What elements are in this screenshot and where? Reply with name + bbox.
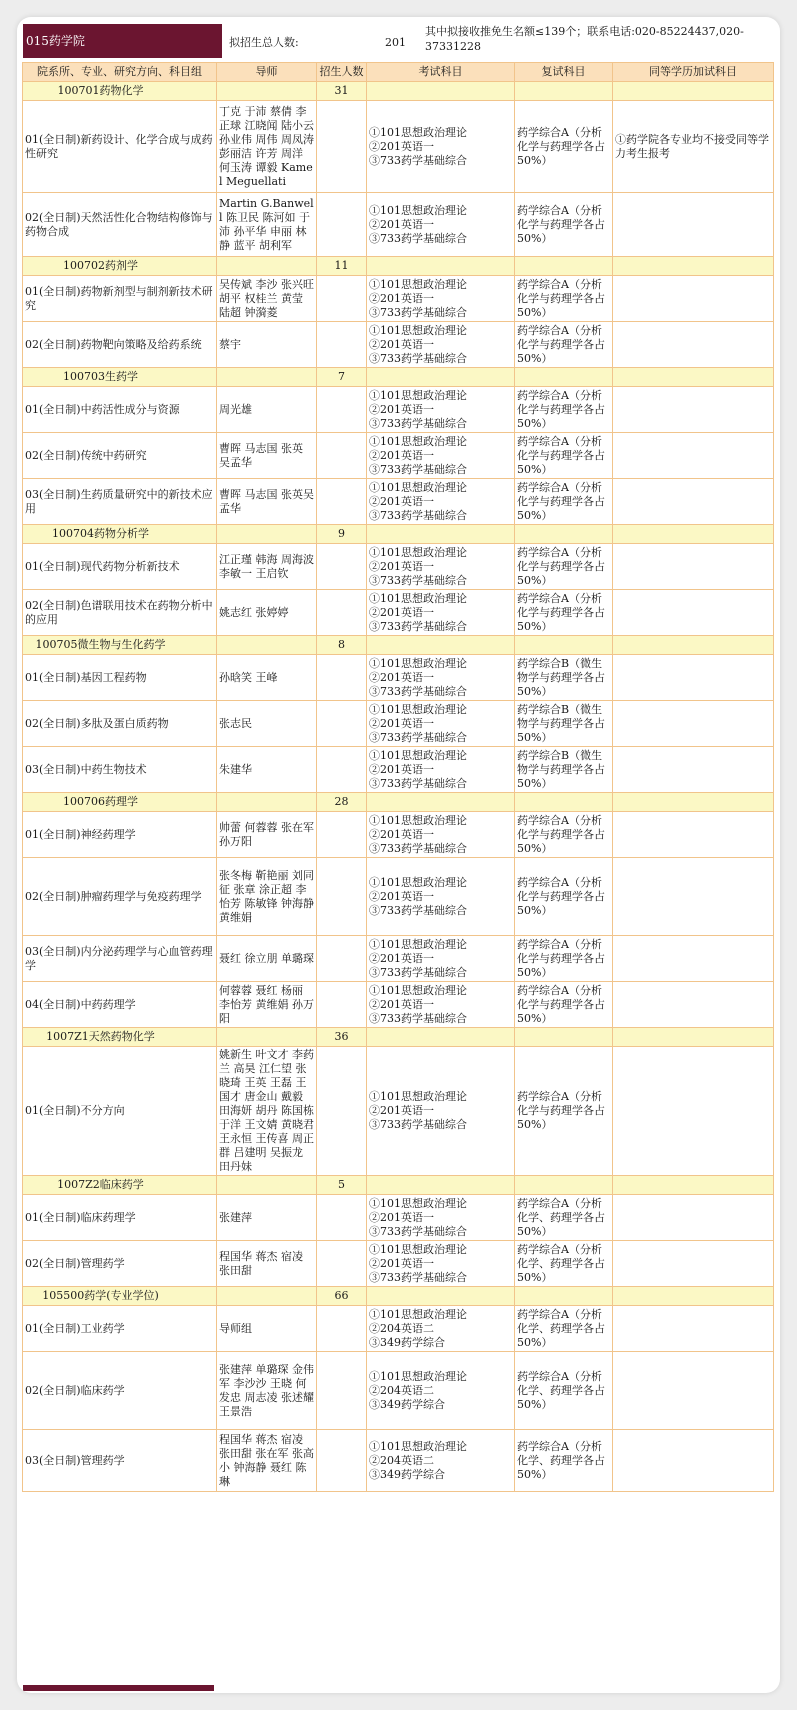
major-extra-blank xyxy=(613,368,774,387)
research-direction: 03(全日制)生药质量研究中的新技术应用 xyxy=(23,479,217,525)
exam-subjects xyxy=(367,982,515,1028)
exam-subject: ②201英语一 xyxy=(369,559,434,573)
tutor-list: Martin G.Banwell 陈卫民 陈河如 于沛 孙平华 申丽 林静 蓝平 胡利军 xyxy=(217,193,317,257)
major-row xyxy=(23,257,774,276)
exam-subject: ③733药学基础综合 xyxy=(369,841,467,855)
research-direction: 01(全日制)药物新剂型与制剂新技术研究 xyxy=(23,276,217,322)
table-row xyxy=(23,747,774,793)
retest-subject: 药学综合A（分析化学、药理学各占50%） xyxy=(515,1430,613,1492)
tutor-list: 聂红 徐立朋 单璐琛 xyxy=(217,936,317,982)
exam-subject: ①101思想政治理论 xyxy=(369,1369,467,1383)
major-exam-blank xyxy=(367,525,515,544)
exam-subject: ③733药学基础综合 xyxy=(369,231,467,245)
extra-subject xyxy=(613,812,774,858)
count-cell xyxy=(317,1430,367,1492)
major-row xyxy=(23,368,774,387)
exam-subjects xyxy=(367,701,515,747)
exam-subject: ①101思想政治理论 xyxy=(369,480,467,494)
exam-subject: ②201英语一 xyxy=(369,494,434,508)
exam-subject: ①101思想政治理论 xyxy=(369,388,467,402)
extra-subject xyxy=(613,387,774,433)
major-tutor-blank xyxy=(217,1287,317,1306)
major-extra-blank xyxy=(613,82,774,101)
exam-subject: ①101思想政治理论 xyxy=(369,1307,467,1321)
major-count: 5 xyxy=(317,1176,367,1195)
exam-subjects xyxy=(367,1352,515,1430)
count-cell xyxy=(317,1306,367,1352)
major-extra-blank xyxy=(613,257,774,276)
major-extra-blank xyxy=(613,1028,774,1047)
col-header-tutor: 导师 xyxy=(217,63,317,82)
research-direction: 02(全日制)临床药学 xyxy=(23,1352,217,1430)
major-count: 9 xyxy=(317,525,367,544)
tutor-list: 蔡宇 xyxy=(217,322,317,368)
major-exam-blank xyxy=(367,1176,515,1195)
retest-subject: 药学综合A（分析化学与药理学各占50%） xyxy=(515,387,613,433)
exam-subject: ③733药学基础综合 xyxy=(369,903,467,917)
table-row xyxy=(23,936,774,982)
table-row xyxy=(23,544,774,590)
exam-subjects xyxy=(367,590,515,636)
page-card xyxy=(17,17,780,1693)
extra-subject xyxy=(613,1352,774,1430)
extra-subject xyxy=(613,858,774,936)
retest-subject: 药学综合A（分析化学与药理学各占50%） xyxy=(515,322,613,368)
extra-subject xyxy=(613,276,774,322)
retest-subject: 药学综合A（分析化学与药理学各占50%） xyxy=(515,479,613,525)
extra-subject xyxy=(613,982,774,1028)
exam-subject: ③733药学基础综合 xyxy=(369,619,467,633)
exam-subject: ③733药学基础综合 xyxy=(369,1224,467,1238)
count-cell xyxy=(317,1241,367,1287)
count-cell xyxy=(317,433,367,479)
exam-subject: ②201英语一 xyxy=(369,291,434,305)
exam-subjects xyxy=(367,193,515,257)
major-retest-blank xyxy=(515,1287,613,1306)
research-direction: 02(全日制)色谱联用技术在药物分析中的应用 xyxy=(23,590,217,636)
table-row xyxy=(23,1430,774,1492)
retest-subject: 药学综合B（微生物学与药理学各占50%） xyxy=(515,655,613,701)
count-cell xyxy=(317,858,367,936)
table-row xyxy=(23,276,774,322)
extra-subject xyxy=(613,1047,774,1176)
extra-subject xyxy=(613,1241,774,1287)
major-tutor-blank xyxy=(217,525,317,544)
major-name: 100702药剂学 xyxy=(23,257,217,276)
count-cell xyxy=(317,479,367,525)
extra-subject xyxy=(613,193,774,257)
exam-subject: ①101思想政治理论 xyxy=(369,1439,467,1453)
tutor-list: 周光雄 xyxy=(217,387,317,433)
research-direction: 01(全日制)新药设计、化学合成与成药性研究 xyxy=(23,101,217,193)
count-cell xyxy=(317,101,367,193)
major-exam-blank xyxy=(367,368,515,387)
table-row xyxy=(23,655,774,701)
count-cell xyxy=(317,544,367,590)
major-tutor-blank xyxy=(217,82,317,101)
retest-subject: 药学综合B（微生物学与药理学各占50%） xyxy=(515,701,613,747)
retest-subject: 药学综合A（分析化学与药理学各占50%） xyxy=(515,858,613,936)
exam-subjects xyxy=(367,858,515,936)
exam-subject: ③733药学基础综合 xyxy=(369,573,467,587)
plan-total-label: 拟招生总人数: xyxy=(229,36,299,49)
retest-subject: 药学综合A（分析化学、药理学各占50%） xyxy=(515,1241,613,1287)
exam-subjects xyxy=(367,936,515,982)
major-count: 7 xyxy=(317,368,367,387)
table-row xyxy=(23,433,774,479)
exam-subjects xyxy=(367,1241,515,1287)
count-cell xyxy=(317,812,367,858)
major-tutor-blank xyxy=(217,368,317,387)
exam-subject: ③733药学基础综合 xyxy=(369,462,467,476)
exam-subject: ③733药学基础综合 xyxy=(369,351,467,365)
exam-subjects xyxy=(367,1306,515,1352)
exam-subject: ③733药学基础综合 xyxy=(369,305,467,319)
major-tutor-blank xyxy=(217,793,317,812)
exam-subject: ②201英语一 xyxy=(369,217,434,231)
count-cell xyxy=(317,936,367,982)
major-name: 100704药物分析学 xyxy=(23,525,217,544)
tutor-list: 姚新生 叶文才 李药兰 高昊 江仁望 张晓琦 王英 王磊 王国才 唐金山 戴毅 田海妍 胡丹 陈国栋 于洋 王文婧 黄晓君 王永恒 王传喜 周正群 吕建明 吴振龙 田丹妹 xyxy=(217,1047,317,1176)
major-retest-blank xyxy=(515,1176,613,1195)
extra-subject xyxy=(613,544,774,590)
tutor-list: 张建萍 单璐琛 金伟军 李沙沙 王晓 何发忠 周志凌 张述耀 王景浩 xyxy=(217,1352,317,1430)
major-extra-blank xyxy=(613,525,774,544)
extra-subject xyxy=(613,655,774,701)
exam-subjects xyxy=(367,655,515,701)
exam-subject: ①101思想政治理论 xyxy=(369,875,467,889)
retest-subject: 药学综合A（分析化学与药理学各占50%） xyxy=(515,982,613,1028)
table-row xyxy=(23,1306,774,1352)
research-direction: 01(全日制)临床药理学 xyxy=(23,1195,217,1241)
exam-subjects xyxy=(367,1195,515,1241)
research-direction: 02(全日制)多肽及蛋白质药物 xyxy=(23,701,217,747)
major-row xyxy=(23,1028,774,1047)
major-count: 31 xyxy=(317,82,367,101)
retest-subject: 药学综合A（分析化学与药理学各占50%） xyxy=(515,590,613,636)
research-direction: 02(全日制)管理药学 xyxy=(23,1241,217,1287)
major-tutor-blank xyxy=(217,1176,317,1195)
major-extra-blank xyxy=(613,1176,774,1195)
exam-subject: ②201英语一 xyxy=(369,997,434,1011)
col-header-exam: 考试科目 xyxy=(367,63,515,82)
exam-subject: ②201英语一 xyxy=(369,337,434,351)
research-direction: 03(全日制)中药生物技术 xyxy=(23,747,217,793)
table-row xyxy=(23,590,774,636)
extra-subject xyxy=(613,1430,774,1492)
major-tutor-blank xyxy=(217,1028,317,1047)
exam-subject: ③733药学基础综合 xyxy=(369,1118,467,1131)
tutor-list: 导师组 xyxy=(217,1306,317,1352)
table-row xyxy=(23,479,774,525)
extra-subject: ①药学院各专业均不接受同等学力考生报考 xyxy=(613,101,774,193)
footer-bar xyxy=(23,1685,214,1691)
exam-subject: ①101思想政治理论 xyxy=(369,545,467,559)
major-extra-blank xyxy=(613,1287,774,1306)
major-retest-blank xyxy=(515,1028,613,1047)
major-count: 28 xyxy=(317,793,367,812)
exam-subject: ②201英语一 xyxy=(369,889,434,903)
major-row xyxy=(23,636,774,655)
major-exam-blank xyxy=(367,82,515,101)
research-direction: 01(全日制)神经药理学 xyxy=(23,812,217,858)
retest-subject: 药学综合A（分析化学与药理学各占50%） xyxy=(515,1047,613,1176)
research-direction: 02(全日制)天然活性化合物结构修饰与药物合成 xyxy=(23,193,217,257)
exam-subject: ②201英语一 xyxy=(369,951,434,965)
tutor-list: 张志民 xyxy=(217,701,317,747)
extra-subject xyxy=(613,322,774,368)
major-tutor-blank xyxy=(217,636,317,655)
retest-subject: 药学综合A（分析化学与药理学各占50%） xyxy=(515,193,613,257)
major-name: 1007Z2临床药学 xyxy=(23,1176,217,1195)
exam-subject: ②204英语二 xyxy=(369,1453,434,1467)
major-retest-blank xyxy=(515,793,613,812)
exam-subjects xyxy=(367,433,515,479)
major-count: 36 xyxy=(317,1028,367,1047)
extra-subject xyxy=(613,701,774,747)
count-cell xyxy=(317,193,367,257)
major-exam-blank xyxy=(367,1287,515,1306)
exam-subject: ①101思想政治理论 xyxy=(369,748,467,762)
exam-subject: ①101思想政治理论 xyxy=(369,656,467,670)
exam-subject: ①101思想政治理论 xyxy=(369,702,467,716)
header-bar xyxy=(23,21,778,63)
col-header-direction: 院系所、专业、研究方向、科目组 xyxy=(23,63,217,82)
col-header-extra: 同等学历加试科目 xyxy=(613,63,774,82)
retest-subject: 药学综合A（分析化学与药理学各占50%） xyxy=(515,101,613,193)
exam-subject: ②201英语一 xyxy=(369,1256,434,1270)
retest-subject: 药学综合A（分析化学与药理学各占50%） xyxy=(515,544,613,590)
research-direction: 01(全日制)中药活性成分与资源 xyxy=(23,387,217,433)
exam-subject: ②204英语二 xyxy=(369,1383,434,1397)
extra-subject xyxy=(613,479,774,525)
count-cell xyxy=(317,1195,367,1241)
tutor-list: 何蓉蓉 聂红 杨丽 李怡芳 黄维娟 孙万阳 xyxy=(217,982,317,1028)
exam-subject: ②201英语一 xyxy=(369,402,434,416)
exam-subject: ②201英语一 xyxy=(369,670,434,684)
retest-subject: 药学综合A（分析化学、药理学各占50%） xyxy=(515,1306,613,1352)
tutor-list: 帅蕾 何蓉蓉 张在军 孙万阳 xyxy=(217,812,317,858)
exam-subject: ①101思想政治理论 xyxy=(369,937,467,951)
dept-title: 015药学院 xyxy=(23,24,222,58)
exam-subjects xyxy=(367,479,515,525)
research-direction: 04(全日制)中药药理学 xyxy=(23,982,217,1028)
count-cell xyxy=(317,1352,367,1430)
major-extra-blank xyxy=(613,636,774,655)
table-row xyxy=(23,1352,774,1430)
extra-subject xyxy=(613,747,774,793)
exam-subject: ①101思想政治理论 xyxy=(369,813,467,827)
exam-subject: ③349药学综合 xyxy=(369,1467,445,1481)
major-row xyxy=(23,1287,774,1306)
exam-subjects xyxy=(367,322,515,368)
major-retest-blank xyxy=(515,636,613,655)
exam-subject: ②201英语一 xyxy=(369,827,434,841)
exam-subjects xyxy=(367,812,515,858)
major-name: 100706药理学 xyxy=(23,793,217,812)
major-exam-blank xyxy=(367,257,515,276)
table-row xyxy=(23,1195,774,1241)
exam-subject: ①101思想政治理论 xyxy=(369,1242,467,1256)
major-exam-blank xyxy=(367,1028,515,1047)
exam-subject: ①101思想政治理论 xyxy=(369,1090,467,1103)
count-cell xyxy=(317,982,367,1028)
table-row xyxy=(23,1241,774,1287)
exam-subject: ③733药学基础综合 xyxy=(369,1270,467,1284)
exam-subjects xyxy=(367,747,515,793)
research-direction: 01(全日制)基因工程药物 xyxy=(23,655,217,701)
major-retest-blank xyxy=(515,368,613,387)
exam-subject: ②201英语一 xyxy=(369,605,434,619)
tutor-list: 程国华 蒋杰 宿凌 张田甜 xyxy=(217,1241,317,1287)
count-cell xyxy=(317,701,367,747)
extra-subject xyxy=(613,936,774,982)
col-header-retest: 复试科目 xyxy=(515,63,613,82)
exam-subject: ①101思想政治理论 xyxy=(369,983,467,997)
exam-subjects xyxy=(367,1047,515,1176)
exam-subject: ③349药学综合 xyxy=(369,1397,445,1411)
exam-subjects xyxy=(367,387,515,433)
table-row xyxy=(23,322,774,368)
exam-subject: ③733药学基础综合 xyxy=(369,684,467,698)
tutor-list: 吴传斌 李沙 张兴旺 胡平 权桂兰 黄莹 陆超 钟漪菱 xyxy=(217,276,317,322)
table-row xyxy=(23,387,774,433)
count-cell xyxy=(317,655,367,701)
table-row xyxy=(23,812,774,858)
tutor-list: 张建萍 xyxy=(217,1195,317,1241)
retest-subject: 药学综合A（分析化学、药理学各占50%） xyxy=(515,1352,613,1430)
exam-subjects xyxy=(367,1430,515,1492)
exam-subject: ①101思想政治理论 xyxy=(369,434,467,448)
contact-info: 其中拟接收推免生名额≤139个；联系电话:020-85224437,020-37331228 xyxy=(425,25,744,53)
exam-subject: ②201英语一 xyxy=(369,1210,434,1224)
tutor-list: 朱建华 xyxy=(217,747,317,793)
major-retest-blank xyxy=(515,257,613,276)
exam-subject: ①101思想政治理论 xyxy=(369,203,467,217)
exam-subject: ①101思想政治理论 xyxy=(369,1196,467,1210)
exam-subject: ①101思想政治理论 xyxy=(369,125,467,139)
major-retest-blank xyxy=(515,525,613,544)
exam-subject: ③733药学基础综合 xyxy=(369,776,467,790)
major-count: 8 xyxy=(317,636,367,655)
major-count: 66 xyxy=(317,1287,367,1306)
table-row xyxy=(23,1047,774,1176)
exam-subject: ②201英语一 xyxy=(369,139,434,153)
major-row xyxy=(23,525,774,544)
research-direction: 03(全日制)管理药学 xyxy=(23,1430,217,1492)
exam-subject: ②204英语二 xyxy=(369,1321,434,1335)
exam-subjects xyxy=(367,101,515,193)
major-row xyxy=(23,793,774,812)
exam-subject: ②201英语一 xyxy=(369,762,434,776)
exam-subject: ③733药学基础综合 xyxy=(369,730,467,744)
exam-subject: ③733药学基础综合 xyxy=(369,153,467,167)
extra-subject xyxy=(613,1306,774,1352)
research-direction: 01(全日制)工业药学 xyxy=(23,1306,217,1352)
major-name: 100705微生物与生化药学 xyxy=(23,636,217,655)
tutor-list: 姚志红 张婷婷 xyxy=(217,590,317,636)
exam-subject: ③733药学基础综合 xyxy=(369,508,467,522)
research-direction: 03(全日制)内分泌药理学与心血管药理学 xyxy=(23,936,217,982)
tutor-list: 张冬梅 靳艳丽 刘同征 张章 涂正超 李怡芳 陈敏锋 钟海静 黄维娟 xyxy=(217,858,317,936)
count-cell xyxy=(317,276,367,322)
exam-subject: ①101思想政治理论 xyxy=(369,277,467,291)
major-name: 100701药物化学 xyxy=(23,82,217,101)
research-direction: 02(全日制)药物靶向策略及给药系统 xyxy=(23,322,217,368)
exam-subjects xyxy=(367,276,515,322)
tutor-list: 曹晖 马志国 张英 吴孟华 xyxy=(217,433,317,479)
major-retest-blank xyxy=(515,82,613,101)
retest-subject: 药学综合A（分析化学与药理学各占50%） xyxy=(515,812,613,858)
major-name: 105500药学(专业学位) xyxy=(23,1287,217,1306)
retest-subject: 药学综合A（分析化学与药理学各占50%） xyxy=(515,276,613,322)
exam-subject: ①101思想政治理论 xyxy=(369,323,467,337)
research-direction: 01(全日制)不分方向 xyxy=(23,1047,217,1176)
exam-subject: ②201英语一 xyxy=(369,716,434,730)
count-cell xyxy=(317,747,367,793)
count-cell xyxy=(317,387,367,433)
tutor-list: 江正瑾 韩海 周海波 李敏一 王启钦 xyxy=(217,544,317,590)
exam-subjects xyxy=(367,544,515,590)
exam-subject: ③349药学综合 xyxy=(369,1335,445,1349)
exam-subject: ③733药学基础综合 xyxy=(369,1011,467,1025)
major-name: 100703生药学 xyxy=(23,368,217,387)
tutor-list: 丁克 于沛 蔡倩 李正球 江晓闻 陆小云 孙业伟 周伟 周凤涛 彭丽洁 许芳 周洋 何玉涛 谭毅 Kamel Meguellati xyxy=(217,101,317,193)
col-header-count: 招生人数 xyxy=(317,63,367,82)
admissions-table xyxy=(22,62,774,1492)
plan-total-value: 201 xyxy=(385,36,406,49)
table-row xyxy=(23,101,774,193)
major-extra-blank xyxy=(613,793,774,812)
table-row xyxy=(23,701,774,747)
major-exam-blank xyxy=(367,793,515,812)
count-cell xyxy=(317,322,367,368)
retest-subject: 药学综合A（分析化学、药理学各占50%） xyxy=(515,1195,613,1241)
exam-subject: ②201英语一 xyxy=(369,448,434,462)
tutor-list: 孙晗笑 王峰 xyxy=(217,655,317,701)
exam-subject: ①101思想政治理论 xyxy=(369,591,467,605)
table-row xyxy=(23,858,774,936)
extra-subject xyxy=(613,1195,774,1241)
exam-subject: ③733药学基础综合 xyxy=(369,416,467,430)
research-direction: 01(全日制)现代药物分析新技术 xyxy=(23,544,217,590)
tutor-list: 程国华 蒋杰 宿凌 张田甜 张在军 张高小 钟海静 聂红 陈琳 xyxy=(217,1430,317,1492)
count-cell xyxy=(317,590,367,636)
extra-subject xyxy=(613,590,774,636)
retest-subject: 药学综合A（分析化学与药理学各占50%） xyxy=(515,936,613,982)
retest-subject: 药学综合B（微生物学与药理学各占50%） xyxy=(515,747,613,793)
major-count: 11 xyxy=(317,257,367,276)
table-row xyxy=(23,193,774,257)
major-tutor-blank xyxy=(217,257,317,276)
major-row xyxy=(23,1176,774,1195)
major-name: 1007Z1天然药物化学 xyxy=(23,1028,217,1047)
count-cell xyxy=(317,1047,367,1176)
research-direction: 02(全日制)肿瘤药理学与免疫药理学 xyxy=(23,858,217,936)
extra-subject xyxy=(613,433,774,479)
header-row xyxy=(23,63,774,82)
retest-subject: 药学综合A（分析化学与药理学各占50%） xyxy=(515,433,613,479)
research-direction: 02(全日制)传统中药研究 xyxy=(23,433,217,479)
table-row xyxy=(23,982,774,1028)
exam-subject: ③733药学基础综合 xyxy=(369,965,467,979)
major-row xyxy=(23,82,774,101)
tutor-list: 曹晖 马志国 张英吴孟华 xyxy=(217,479,317,525)
exam-subject: ②201英语一 xyxy=(369,1104,434,1117)
major-exam-blank xyxy=(367,636,515,655)
